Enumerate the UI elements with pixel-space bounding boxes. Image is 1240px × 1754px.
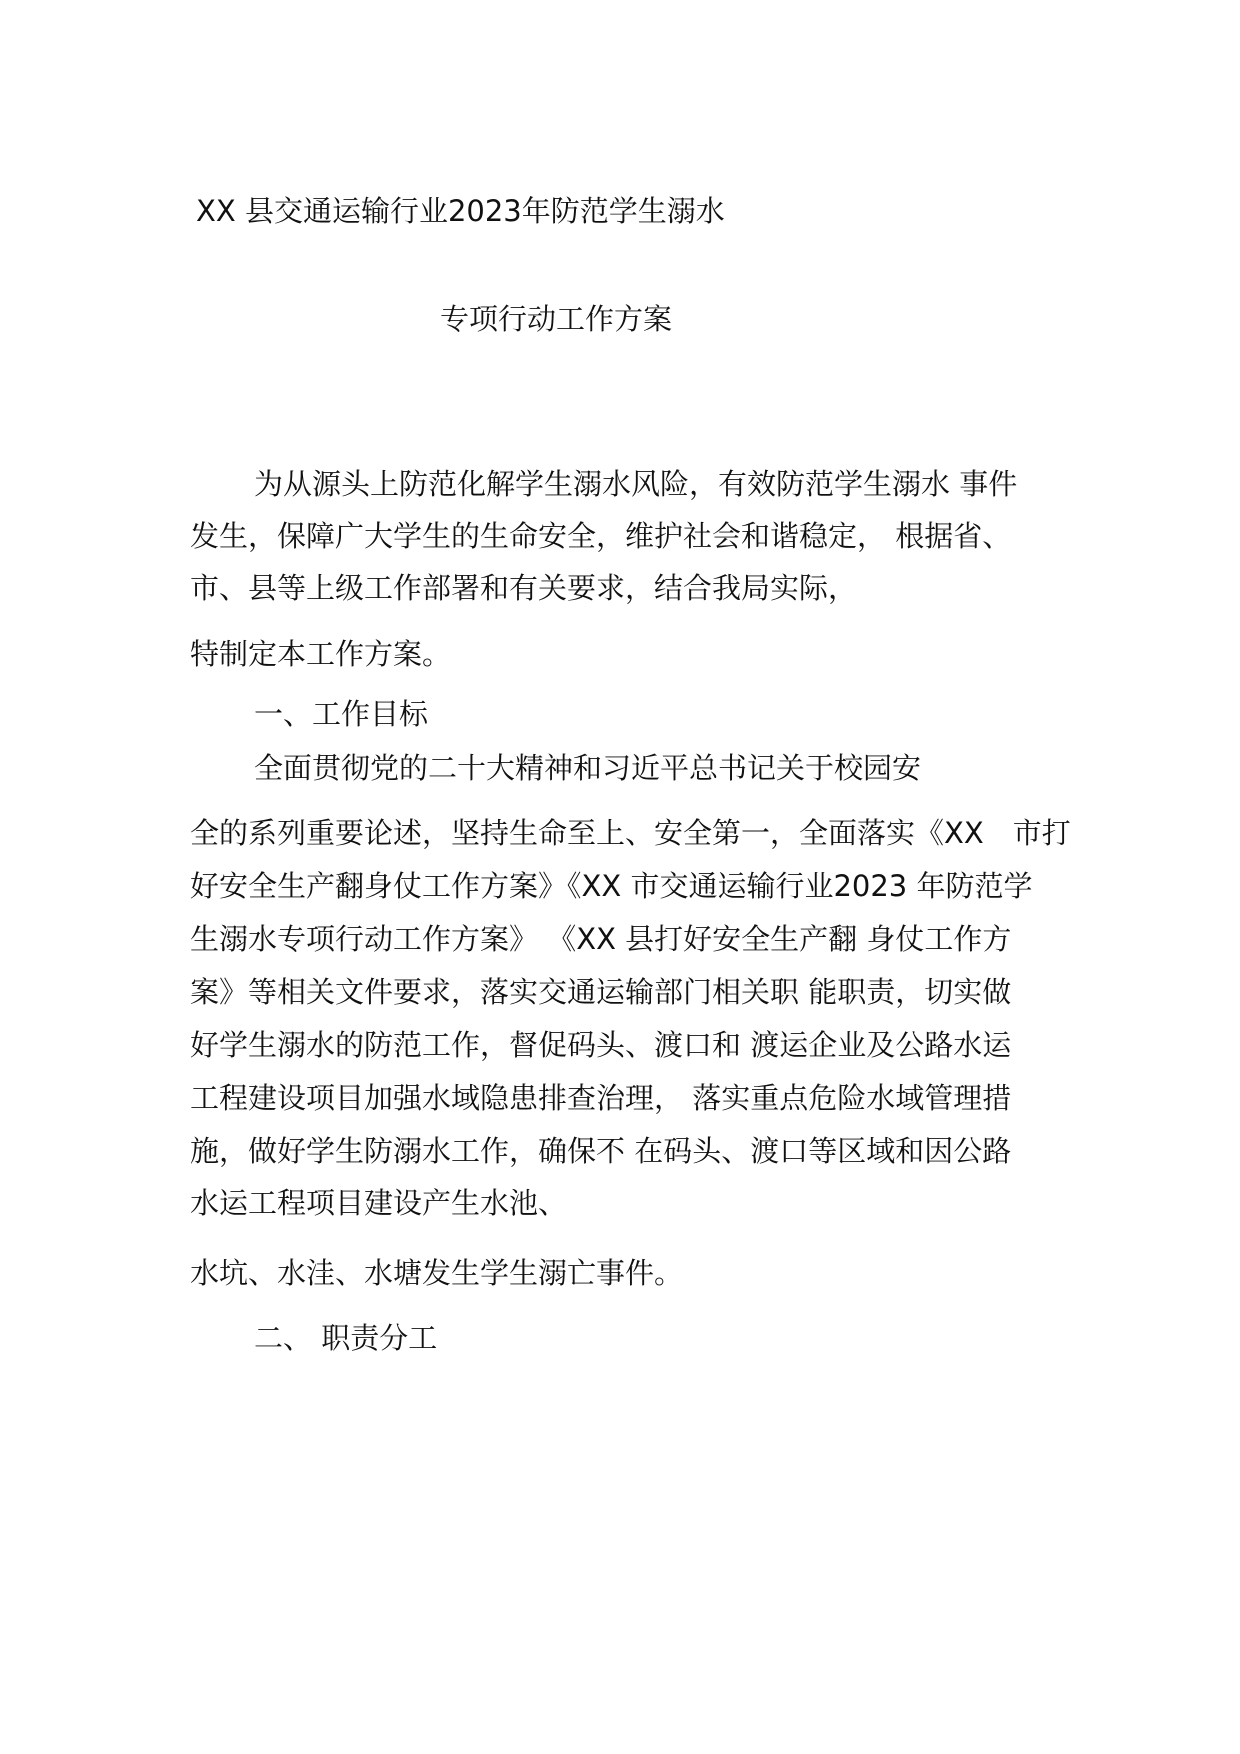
paragraph-line: 施，做好学生防溺水工作，确保不 在码头、渡口等区域和因公路 — [190, 1134, 1012, 1168]
paragraph-line: 发生，保障广大学生的生命安全，维护社会和谐稳定， 根据省、 — [190, 519, 1012, 553]
document-title-line-2: 专项行动工作方案 — [440, 302, 673, 336]
paragraph-line: 特制定本工作方案。 — [190, 637, 452, 671]
document-title-line-1: XX 县交通运输行业2023年防范学生溺水 — [196, 194, 725, 228]
paragraph-line: 好安全生产翻身仗工作方案》《XX 市交通运输行业2023 年防范学 — [190, 869, 1033, 903]
paragraph-line: 生溺水专项行动工作方案》 《XX 县打好安全生产翻 身仗工作方 — [190, 922, 1012, 956]
paragraph-line: 为从源头上防范化解学生溺水风险，有效防范学生溺水 事件 — [254, 467, 1018, 501]
paragraph-line: 水坑、水洼、水塘发生学生溺亡事件。 — [190, 1256, 684, 1290]
paragraph-line: 案》等相关文件要求，落实交通运输部门相关职 能职责，切实做 — [190, 975, 1012, 1009]
paragraph-line: 市、县等上级工作部署和有关要求，结合我局实际， — [190, 571, 858, 605]
paragraph-line: 水运工程项目建设产生水池、 — [190, 1186, 568, 1220]
paragraph-line: 全面贯彻党的二十大精神和习近平总书记关于校园安 — [254, 751, 922, 785]
paragraph-line: 好学生溺水的防范工作，督促码头、渡口和 渡运企业及公路水运 — [190, 1028, 1012, 1062]
paragraph-line: 全的系列重要论述，坚持生命至上、安全第一，全面落实《XX 市打 — [190, 816, 1071, 850]
section-heading-goals: 一、工作目标 — [254, 697, 429, 731]
section-heading-duties: 二、 职责分工 — [254, 1321, 438, 1355]
paragraph-line: 工程建设项目加强水域隐患排查治理， 落实重点危险水域管理措 — [190, 1081, 1012, 1115]
